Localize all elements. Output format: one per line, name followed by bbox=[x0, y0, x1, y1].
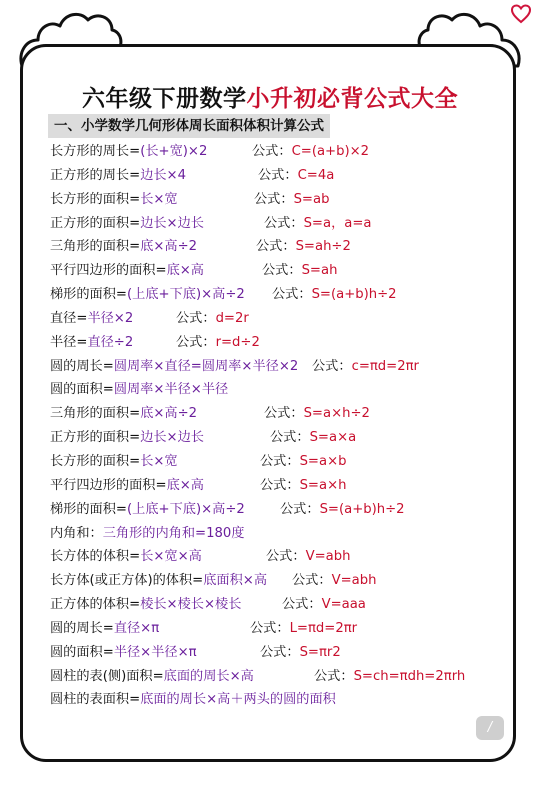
row-label: 圆柱的表(侧)面积= bbox=[50, 668, 164, 684]
formula-label: 公式： bbox=[260, 477, 300, 493]
formula-group bbox=[176, 307, 249, 331]
title-part-1: 六年级下册数学 bbox=[82, 86, 247, 112]
row-label: 三角形的面积= bbox=[50, 239, 141, 255]
row-value: 半径×半径×π bbox=[113, 644, 197, 660]
formula-group bbox=[314, 665, 465, 689]
formula-group bbox=[260, 474, 346, 498]
formula-expression: S=a×h bbox=[299, 477, 347, 493]
formula-expression: S=πr2 bbox=[299, 644, 341, 660]
formula-row bbox=[50, 235, 520, 259]
heart-icon bbox=[510, 4, 532, 24]
formula-expression: d=2r bbox=[215, 310, 249, 326]
row-value: 底×高 bbox=[166, 477, 204, 493]
row-label: 圆的面积= bbox=[50, 644, 114, 660]
row-label: 长方形的周长= bbox=[50, 144, 141, 159]
formula-label: 公式： bbox=[254, 191, 294, 207]
row-value: 长×宽×高 bbox=[140, 549, 202, 565]
row-label: 圆柱的表面积= bbox=[50, 692, 141, 708]
formula-label: 公式： bbox=[312, 358, 352, 374]
formula-row bbox=[50, 307, 520, 331]
row-label: 圆的周长= bbox=[50, 620, 114, 636]
formula-group bbox=[312, 355, 419, 379]
formula-group bbox=[280, 498, 405, 522]
formula-label: 公式： bbox=[270, 430, 310, 446]
formula-expression: r=d÷2 bbox=[215, 334, 260, 350]
formula-group bbox=[250, 617, 357, 641]
row-value: 边长×边长 bbox=[140, 215, 204, 231]
row-value: 直径×π bbox=[113, 620, 160, 636]
row-label: 正方形的面积= bbox=[50, 430, 141, 446]
row-value: 棱长×棱长×棱长 bbox=[140, 597, 242, 613]
formula-row bbox=[50, 402, 520, 426]
formula-group bbox=[256, 235, 351, 259]
row-value: 长×宽 bbox=[140, 453, 178, 469]
row-label: 平行四边形的面积= bbox=[50, 263, 167, 279]
formula-group bbox=[252, 140, 369, 164]
formula-group bbox=[264, 212, 371, 236]
formula-row bbox=[50, 569, 520, 593]
row-value: 直径÷2 bbox=[87, 334, 134, 350]
formula-row bbox=[50, 212, 520, 236]
row-label: 圆的周长= bbox=[50, 358, 114, 374]
formula-row bbox=[50, 378, 520, 402]
formula-expression: V=abh bbox=[331, 573, 377, 589]
row-value: 底面积×高 bbox=[203, 573, 268, 589]
row-label: 正方形的周长= bbox=[50, 167, 141, 183]
formula-group bbox=[262, 259, 337, 283]
row-label: 平行四边形的面积= bbox=[50, 477, 167, 493]
formula-row bbox=[50, 355, 520, 379]
row-value: 三角形的内角和=180度 bbox=[102, 525, 245, 541]
row-label: 梯形的面积= bbox=[50, 501, 127, 517]
row-label: 半径= bbox=[50, 334, 88, 350]
formula-expression: L=πd=2πr bbox=[289, 620, 358, 636]
formula-group bbox=[254, 188, 329, 212]
formula-label: 公式： bbox=[292, 573, 332, 589]
formula-label: 公式： bbox=[252, 144, 292, 159]
formula-expression: S=a×b bbox=[299, 453, 347, 469]
title-part-2: 小升初必背公式大全 bbox=[246, 86, 458, 112]
formula-row bbox=[50, 593, 520, 617]
formula-label: 公式： bbox=[282, 597, 322, 613]
row-value: 半径×2 bbox=[87, 310, 134, 326]
row-label: 直径= bbox=[50, 310, 88, 326]
formula-group bbox=[260, 450, 347, 474]
formula-expression: S=a×a bbox=[309, 430, 357, 446]
formula-row bbox=[50, 498, 520, 522]
row-label: 长方体的体积= bbox=[50, 549, 141, 565]
row-value: (上底+下底)×高÷2 bbox=[127, 501, 245, 517]
section-heading: 一、小学数学几何形体周长面积体积计算公式 bbox=[48, 114, 330, 138]
formula-row bbox=[50, 545, 520, 569]
formula-row bbox=[50, 331, 520, 355]
formula-expression: c=πd=2πr bbox=[351, 358, 419, 374]
row-value: 底×高÷2 bbox=[140, 406, 198, 422]
formula-expression: S=(a+b)h÷2 bbox=[319, 501, 405, 517]
row-value: (上底+下底)×高÷2 bbox=[127, 287, 245, 303]
formula-row bbox=[50, 665, 520, 689]
formula-label: 公式： bbox=[250, 620, 290, 636]
row-value: 底×高 bbox=[166, 263, 204, 279]
formula-group bbox=[292, 569, 376, 593]
formula-expression: C=(a+b)×2 bbox=[291, 144, 370, 159]
formula-expression: C=4a bbox=[297, 167, 335, 183]
formula-row bbox=[50, 522, 520, 546]
formula-expression: S=ah÷2 bbox=[295, 239, 351, 255]
formula-label: 公式： bbox=[258, 167, 298, 183]
formula-label: 公式： bbox=[260, 644, 300, 660]
row-value: 长×宽 bbox=[140, 191, 178, 207]
formula-label: 公式： bbox=[176, 334, 216, 350]
formula-row bbox=[50, 641, 520, 665]
formula-label: 公式： bbox=[280, 501, 320, 517]
formula-row bbox=[50, 688, 520, 712]
row-value: 圆周率×直径=圆周率×半径×2 bbox=[113, 358, 299, 374]
formula-group bbox=[282, 593, 366, 617]
formula-expression: S=ch=πdh=2πrh bbox=[353, 668, 466, 684]
formula-group bbox=[260, 641, 341, 665]
formula-row bbox=[50, 426, 520, 450]
formula-group bbox=[270, 426, 356, 450]
formula-group bbox=[272, 283, 397, 307]
formula-label: 公式： bbox=[176, 310, 216, 326]
formula-label: 公式： bbox=[260, 453, 300, 469]
row-label: 长方体(或正方体)的体积= bbox=[50, 573, 204, 589]
formula-group bbox=[176, 331, 260, 355]
formula-label: 公式： bbox=[262, 263, 302, 279]
row-label: 内角和： bbox=[50, 525, 103, 541]
formula-label: 公式： bbox=[266, 549, 306, 565]
row-value: 底面的周长×高＋两头的圆的面积 bbox=[140, 692, 336, 708]
formula-row bbox=[50, 188, 520, 212]
row-label: 长方形的面积= bbox=[50, 453, 141, 469]
formula-row bbox=[50, 474, 520, 498]
formula-label: 公式： bbox=[272, 287, 312, 303]
row-value: 边长×边长 bbox=[140, 430, 204, 446]
row-value: (长+宽)×2 bbox=[140, 144, 208, 159]
row-value: 底面的周长×高 bbox=[163, 668, 254, 684]
page-indicator-button[interactable]: / bbox=[476, 716, 504, 740]
formula-expression: S=ah bbox=[301, 263, 338, 279]
row-value: 底×高÷2 bbox=[140, 239, 198, 255]
formula-label: 公式： bbox=[256, 239, 296, 255]
formula-label: 公式： bbox=[264, 406, 304, 422]
formula-row bbox=[50, 283, 520, 307]
formula-row bbox=[50, 140, 520, 164]
formula-row bbox=[50, 259, 520, 283]
formula-expression: V=abh bbox=[305, 549, 351, 565]
formula-list bbox=[50, 140, 520, 712]
formula-group bbox=[266, 545, 350, 569]
formula-row bbox=[50, 450, 520, 474]
formula-label: 公式： bbox=[264, 215, 304, 231]
formula-group bbox=[264, 402, 370, 426]
row-value: 圆周率×半径×半径 bbox=[113, 382, 229, 398]
formula-expression: S=ab bbox=[293, 191, 330, 207]
formula-expression: V=aaa bbox=[321, 597, 366, 613]
formula-group bbox=[258, 164, 334, 188]
formula-row bbox=[50, 164, 520, 188]
row-label: 正方体的体积= bbox=[50, 597, 141, 613]
page-title bbox=[0, 80, 540, 113]
row-label: 三角形的面积= bbox=[50, 406, 141, 422]
row-label: 圆的面积= bbox=[50, 382, 114, 398]
formula-label: 公式： bbox=[314, 668, 354, 684]
row-label: 梯形的面积= bbox=[50, 287, 127, 303]
formula-expression: S=(a+b)h÷2 bbox=[311, 287, 397, 303]
row-value: 边长×4 bbox=[140, 167, 187, 183]
row-label: 长方形的面积= bbox=[50, 191, 141, 207]
formula-row bbox=[50, 617, 520, 641]
formula-expression: S=a，a=a bbox=[303, 215, 372, 231]
formula-expression: S=a×h÷2 bbox=[303, 406, 370, 422]
row-label: 正方形的面积= bbox=[50, 215, 141, 231]
